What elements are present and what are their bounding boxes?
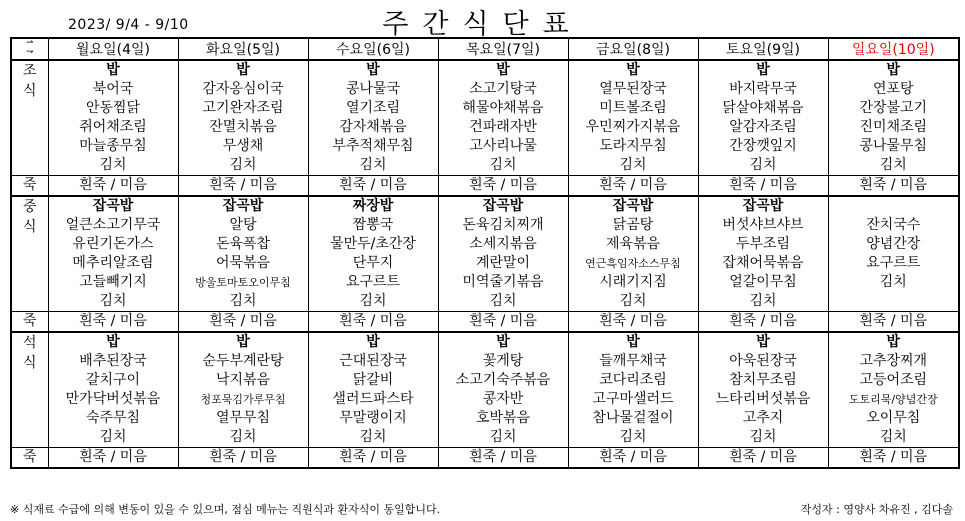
corner-arrow-icon: ⇀ <box>25 38 34 48</box>
breakfast-cell-1 <box>178 60 308 176</box>
menu-item: 밥 <box>626 334 640 350</box>
menu-item: 콩나물무침 <box>859 138 928 154</box>
dinner-cell-6 <box>828 332 959 448</box>
menu-item: 얼큰소고기무국 <box>65 217 161 233</box>
dinner-cell-2 <box>308 332 438 448</box>
menu-item: 밥 <box>236 62 250 78</box>
menu-item: 샐러드파스타 <box>332 391 414 407</box>
menu-item: 밥 <box>496 62 510 78</box>
menu-item: 오이무침 <box>866 410 921 426</box>
menu-item: 밥 <box>626 62 640 78</box>
menu-item: 열기조림 <box>345 100 401 116</box>
menu-item: 물만두/초간장 <box>330 236 416 252</box>
menu-item: 감자채볶음 <box>339 119 407 135</box>
menu-item: 김치 <box>489 157 517 173</box>
breakfast-cell-3 <box>438 60 568 176</box>
lunch-juk-cell-2: 흰죽 / 미음 <box>308 312 438 333</box>
menu-item: 건파래자반 <box>469 119 537 135</box>
lunch-label: 중 식 <box>11 196 48 312</box>
breakfast-label: 조 식 <box>11 60 48 176</box>
menu-item: 고기완자조림 <box>202 100 284 116</box>
menu-item: 밥 <box>496 334 510 350</box>
menu-item: 짜장밥 <box>352 198 394 214</box>
menu-item: 김치 <box>359 293 387 309</box>
menu-item: 호박볶음 <box>475 410 531 426</box>
menu-item: 코다리조림 <box>599 372 667 388</box>
menu-item: 요구르트 <box>345 274 401 290</box>
menu-item: 참치무조림 <box>729 372 797 388</box>
menu-item: 어묵볶음 <box>215 255 271 271</box>
menu-item: 고들빼기지 <box>79 274 147 290</box>
menu-item: 콩자반 <box>482 391 524 407</box>
menu-item: 안동찜닭 <box>85 100 141 116</box>
menu-item: 청포묵김가루무침 <box>200 393 286 406</box>
dinner-cell-0 <box>48 332 178 448</box>
menu-item: 잡곡밥 <box>482 198 524 214</box>
breakfast-juk-cell-2: 흰죽 / 미음 <box>308 176 438 197</box>
menu-item: 북어국 <box>92 81 134 97</box>
menu-item: 방울토마토오이무침 <box>195 276 291 289</box>
lunch-juk-cell-3: 흰죽 / 미음 <box>438 312 568 333</box>
menu-item: 김치 <box>619 293 647 309</box>
lunch-cell-0 <box>48 196 178 312</box>
menu-item: 쥐어채조림 <box>79 119 147 135</box>
menu-item: 밥 <box>236 334 250 350</box>
menu-item: 고구마샐러드 <box>592 391 674 407</box>
dinner-juk-cell-0: 흰죽 / 미음 <box>48 448 178 469</box>
menu-item: 연근흑임자소스무침 <box>585 257 681 270</box>
menu-item: 간장불고기 <box>859 100 928 116</box>
menu-item: 열무된장국 <box>599 81 667 97</box>
breakfast-juk-cell-3: 흰죽 / 미음 <box>438 176 568 197</box>
menu-item: 밥 <box>756 62 770 78</box>
menu-item: 유린기돈가스 <box>72 236 154 252</box>
menu-item: 고사리나물 <box>469 138 537 154</box>
lunch-cell-3 <box>438 196 568 312</box>
menu-item: 미트볼조림 <box>599 100 667 116</box>
menu-item: 김치 <box>99 157 127 173</box>
menu-item: 김치 <box>879 157 907 173</box>
menu-item: 계란말이 <box>475 255 531 271</box>
dinner-cell-1 <box>178 332 308 448</box>
menu-item: 만가닥버섯볶음 <box>65 391 161 407</box>
menu-item: 밥 <box>756 334 770 350</box>
menu-item: 간장깻잎지 <box>729 138 797 154</box>
day-header-5: 토요일(9일) <box>698 38 828 60</box>
menu-item <box>829 292 959 311</box>
menu-item: 김치 <box>229 293 257 309</box>
menu-item: 김치 <box>749 429 777 445</box>
lunch-cell-6 <box>828 196 959 312</box>
menu-item: 고추지 <box>742 410 784 426</box>
footer-note: ※ 식재료 수급에 의해 변동이 있을 수 있으며, 점심 메뉴는 직원식과 환자식이 동일합니다. <box>10 503 441 516</box>
breakfast-juk-cell-4: 흰죽 / 미음 <box>568 176 698 197</box>
menu-item: 두부조림 <box>735 236 791 252</box>
breakfast-cell-0 <box>48 60 178 176</box>
menu-item: 김치 <box>359 429 387 445</box>
lunch-juk-cell-4: 흰죽 / 미음 <box>568 312 698 333</box>
menu-item: 고추장찌개 <box>859 353 928 369</box>
breakfast-juk-cell-5: 흰죽 / 미음 <box>698 176 828 197</box>
lunch-juk-cell-1: 흰죽 / 미음 <box>178 312 308 333</box>
corner-arrow-icon-2: ⇁ <box>25 47 34 57</box>
dinner-juk-cell-5: 흰죽 / 미음 <box>698 448 828 469</box>
menu-item: 잡곡밥 <box>742 198 784 214</box>
menu-item: 감자옹심이국 <box>202 81 284 97</box>
menu-item: 소세지볶음 <box>469 236 537 252</box>
menu-item: 돈육김치찌개 <box>462 217 544 233</box>
breakfast-cell-5 <box>698 60 828 176</box>
menu-item: 알감자조림 <box>729 119 797 135</box>
dinner-juk-cell-1: 흰죽 / 미음 <box>178 448 308 469</box>
menu-item: 아욱된장국 <box>729 353 797 369</box>
menu-item: 밥 <box>106 62 120 78</box>
menu-item: 바지락무국 <box>729 81 797 97</box>
menu-item: 순두부계란탕 <box>202 353 284 369</box>
menu-item: 단무지 <box>352 255 394 271</box>
menu-item: 김치 <box>619 429 647 445</box>
breakfast-juk-cell-6: 흰죽 / 미음 <box>828 176 959 197</box>
lunch-cell-5 <box>698 196 828 312</box>
day-header-6: 일요일(10일) <box>828 38 959 60</box>
menu-item: 김치 <box>489 429 517 445</box>
menu-item: 무말랭이지 <box>339 410 407 426</box>
dinner-cell-3 <box>438 332 568 448</box>
menu-item: 참나물겉절이 <box>592 410 674 426</box>
menu-item: 김치 <box>749 157 777 173</box>
menu-item: 김치 <box>489 293 517 309</box>
menu-item: 배추된장국 <box>79 353 147 369</box>
lunch-juk-label: 죽 <box>11 312 48 333</box>
day-header-2: 수요일(6일) <box>308 38 438 60</box>
menu-item: 김치 <box>99 293 127 309</box>
menu-item: 얼갈이무침 <box>729 274 797 290</box>
menu-item: 밥 <box>886 62 901 78</box>
menu-item: 고등어조림 <box>859 372 928 388</box>
menu-item: 잡곡밥 <box>222 198 264 214</box>
menu-item: 김치 <box>879 274 907 290</box>
day-header-3: 목요일(7일) <box>438 38 568 60</box>
menu-item: 김치 <box>229 429 257 445</box>
menu-item: 김치 <box>359 157 387 173</box>
footer-author: 작성자 : 영양사 차유진 , 김다솔 <box>800 503 953 516</box>
menu-item: 우민찌가지볶음 <box>585 119 681 135</box>
menu-item: 소고기탕국 <box>469 81 537 97</box>
menu-item: 해물야채볶음 <box>462 100 544 116</box>
menu-item: 콩나물국 <box>345 81 401 97</box>
menu-item: 잡채어묵볶음 <box>722 255 804 271</box>
breakfast-juk-cell-1: 흰죽 / 미음 <box>178 176 308 197</box>
dinner-juk-cell-6: 흰죽 / 미음 <box>828 448 959 469</box>
menu-item: 꽃게탕 <box>482 353 524 369</box>
dinner-juk-cell-3: 흰죽 / 미음 <box>438 448 568 469</box>
day-header-0: 월요일(4일) <box>48 38 178 60</box>
page-title: 주간식단표 <box>382 9 583 40</box>
menu-item: 느타리버섯볶음 <box>715 391 811 407</box>
menu-item: 갈치구이 <box>85 372 141 388</box>
menu-item: 잡곡밥 <box>92 198 134 214</box>
breakfast-juk-label: 죽 <box>11 176 48 197</box>
weekly-menu-table <box>10 37 960 469</box>
menu-item: 김치 <box>619 157 647 173</box>
menu-item: 잡곡밥 <box>612 198 654 214</box>
menu-item: 미역줄기볶음 <box>462 274 544 290</box>
lunch-cell-4 <box>568 196 698 312</box>
menu-item: 마늘종무침 <box>79 138 147 154</box>
dinner-juk-cell-4: 흰죽 / 미음 <box>568 448 698 469</box>
menu-item: 밥 <box>886 334 901 350</box>
menu-item <box>829 197 959 216</box>
menu-item: 근대된장국 <box>339 353 407 369</box>
menu-item: 양념간장 <box>866 236 921 252</box>
menu-item: 닭살야채볶음 <box>722 100 804 116</box>
dinner-juk-cell-2: 흰죽 / 미음 <box>308 448 438 469</box>
menu-item: 김치 <box>879 429 907 445</box>
menu-item: 제육볶음 <box>605 236 661 252</box>
menu-item: 무생채 <box>222 138 264 154</box>
lunch-juk-cell-0: 흰죽 / 미음 <box>48 312 178 333</box>
lunch-cell-1 <box>178 196 308 312</box>
menu-item: 알탕 <box>229 217 257 233</box>
menu-item: 버섯샤브샤브 <box>722 217 804 233</box>
dinner-cell-4 <box>568 332 698 448</box>
menu-item: 시래기지짐 <box>599 274 667 290</box>
menu-item: 밥 <box>366 334 380 350</box>
breakfast-cell-4 <box>568 60 698 176</box>
menu-item: 김치 <box>229 157 257 173</box>
breakfast-cell-2 <box>308 60 438 176</box>
menu-item: 도토리묵/양념간장 <box>848 393 938 406</box>
menu-item: 진미채조림 <box>859 119 928 135</box>
header-corner <box>11 38 48 60</box>
date-range: 2023/ 9/4 - 9/10 <box>68 17 189 33</box>
menu-item: 돈육폭찹 <box>215 236 271 252</box>
menu-item: 숙주무침 <box>85 410 141 426</box>
dinner-cell-5 <box>698 332 828 448</box>
menu-item: 메추리알조림 <box>72 255 154 271</box>
menu-item: 낙지볶음 <box>215 372 271 388</box>
lunch-juk-cell-5: 흰죽 / 미음 <box>698 312 828 333</box>
menu-item: 부추적채무침 <box>332 138 414 154</box>
lunch-juk-cell-6: 흰죽 / 미음 <box>828 312 959 333</box>
menu-item: 잔멸치볶음 <box>209 119 277 135</box>
menu-item: 연포탕 <box>872 81 914 97</box>
menu-item: 잔치국수 <box>866 217 921 233</box>
dinner-label: 석 식 <box>11 332 48 448</box>
menu-item: 닭갈비 <box>352 372 394 388</box>
menu-item: 밥 <box>106 334 120 350</box>
dinner-juk-label: 죽 <box>11 448 48 469</box>
menu-item: 열무무침 <box>215 410 271 426</box>
menu-item: 닭곰탕 <box>612 217 654 233</box>
menu-item: 소고기숙주볶음 <box>455 372 551 388</box>
menu-item: 요구르트 <box>866 255 921 271</box>
breakfast-cell-6 <box>828 60 959 176</box>
menu-item: 밥 <box>366 62 380 78</box>
breakfast-juk-cell-0: 흰죽 / 미음 <box>48 176 178 197</box>
menu-item: 도라지무침 <box>599 138 667 154</box>
menu-item: 김치 <box>99 429 127 445</box>
lunch-cell-2 <box>308 196 438 312</box>
menu-item: 짬뽕국 <box>352 217 394 233</box>
day-header-1: 화요일(5일) <box>178 38 308 60</box>
day-header-4: 금요일(8일) <box>568 38 698 60</box>
menu-item: 김치 <box>749 293 777 309</box>
menu-item: 들깨무채국 <box>599 353 667 369</box>
